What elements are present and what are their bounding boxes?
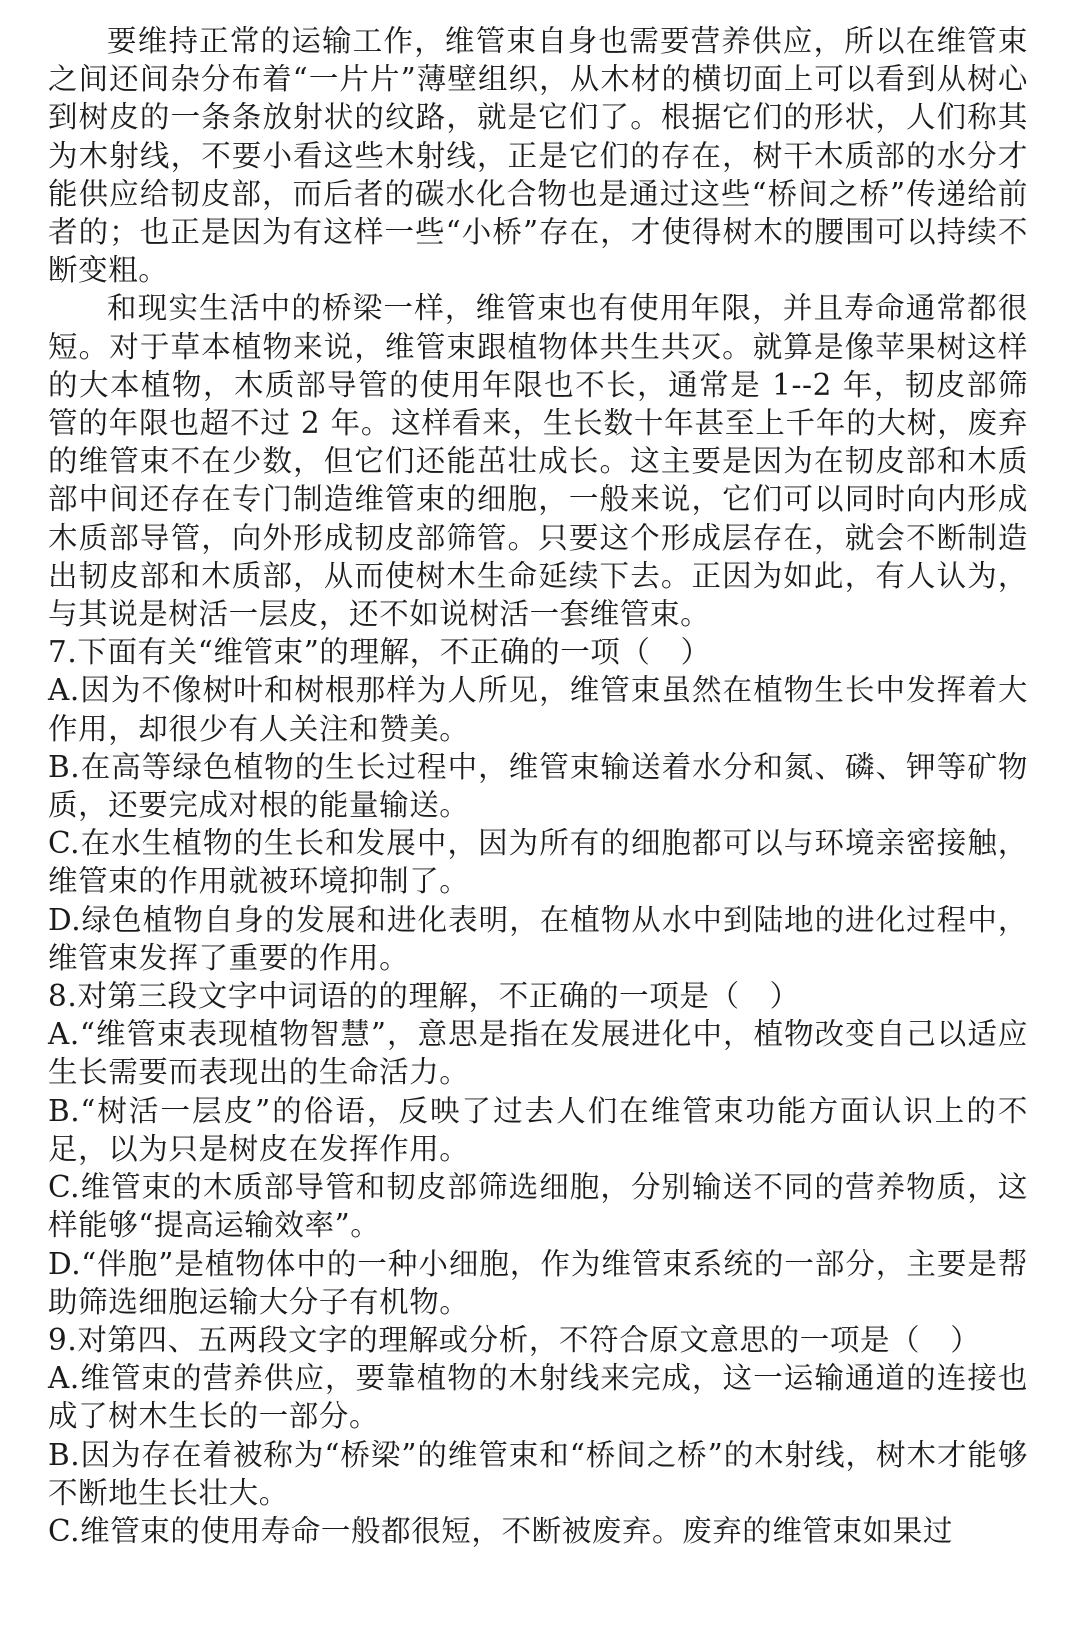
question-8 bbox=[48, 977, 1028, 1321]
document-page bbox=[48, 22, 1028, 1550]
question-9-option-c: C.维管束的使用寿命一般都很短，不断被废弃。废弃的维管束如果过 bbox=[48, 1513, 953, 1548]
question-9-option-b: B.因为存在着被称为“桥梁”的维管束和“桥间之桥”的木射线，树木才能够不断地生长壮大。 bbox=[48, 1437, 1028, 1510]
question-9-stem: 9.对第四、五两段文字的理解或分析，不符合原文意思的一项是（ ） bbox=[48, 1322, 981, 1357]
passage-paragraph-2: 和现实生活中的桥梁一样，维管束也有使用年限，并且寿命通常都很短。对于草本植物来说，维管束跟植物体共生共灭。就算是像苹果树这样的大本植物，木质部导管的使用年限也不长，通常是 1--2 年，韧皮部筛管的年限也超不过 2 年。这样看来，生长数十年甚至上千年的大树，废弃的维管束不在少数，但它们还能茁壮成长。这主要是因为在韧皮部和木质部中间还存在专门制造维管束的细胞，一般来说，它们可以同时向内形成木质部导管，向外形成韧皮部筛管。只要这个形成层存在，就会不断制造出韧皮部和木质部，从而使树木生命延续下去。正因为如此，有人认为，与其说是树活一层皮，还不如说树活一套维管束。 bbox=[48, 291, 1028, 632]
question-7-option-a: A.因为不像树叶和树根那样为人所见，维管束虽然在植物生长中发挥着大作用，却很少有人关注和赞美。 bbox=[48, 673, 1028, 746]
passage-paragraph-1: 要维持正常的运输工作，维管束自身也需要营养供应，所以在维管束之间还间杂分布着“一片片”薄壁组织，从木材的横切面上可以看到从树心到树皮的一条条放射状的纹路，就是它们了。根据它们的形状，人们称其为木射线，不要小看这些木射线，正是它们的存在，树干木质部的水分才能供应给韧皮部，而后者的碳水化合物也是通过这些“桥间之桥”传递给前者的；也正是因为有这样一些“小桥”存在，才使得树木的腰围可以持续不断变粗。 bbox=[48, 24, 1028, 288]
question-8-option-d: D.“伴胞”是植物体中的一种小细胞，作为维管束系统的一部分，主要是帮助筛选细胞运输大分子有机物。 bbox=[48, 1246, 1028, 1319]
question-7-stem: 7.下面有关“维管束”的理解，不正确的一项（ ） bbox=[48, 635, 711, 670]
question-8-option-a: A.“维管束表现植物智慧”，意思是指在发展进化中，植物改变自己以适应生长需要而表现出的生命活力。 bbox=[48, 1017, 1028, 1090]
question-7-option-c: C.在水生植物的生长和发展中，因为所有的细胞都可以与环境亲密接触，维管束的作用就被环境抑制了。 bbox=[48, 826, 1028, 899]
question-8-option-c: C.维管束的木质部导管和韧皮部筛选细胞，分别输送不同的营养物质，这样能够“提高运输效率”。 bbox=[48, 1170, 1028, 1243]
question-7-option-b: B.在高等绿色植物的生长过程中，维管束输送着水分和氮、磷、钾等矿物质，还要完成对根的能量输送。 bbox=[48, 749, 1028, 823]
question-8-option-b: B.“树活一层皮”的俗语，反映了过去人们在维管束功能方面认识上的不足，以为只是树皮在发挥作用。 bbox=[48, 1093, 1028, 1166]
question-8-stem: 8.对第三段文字中词语的的理解，不正确的一项是（ ） bbox=[48, 979, 800, 1014]
question-9-option-a: A.维管束的营养供应，要靠植物的木射线来完成，这一运输通道的连接也成了树木生长的一部分。 bbox=[48, 1361, 1028, 1434]
question-7 bbox=[48, 633, 1028, 977]
question-9 bbox=[48, 1321, 1028, 1550]
question-7-option-d: D.绿色植物自身的发展和进化表明，在植物从水中到陆地的进化过程中，维管束发挥了重要的作用。 bbox=[48, 902, 1028, 975]
